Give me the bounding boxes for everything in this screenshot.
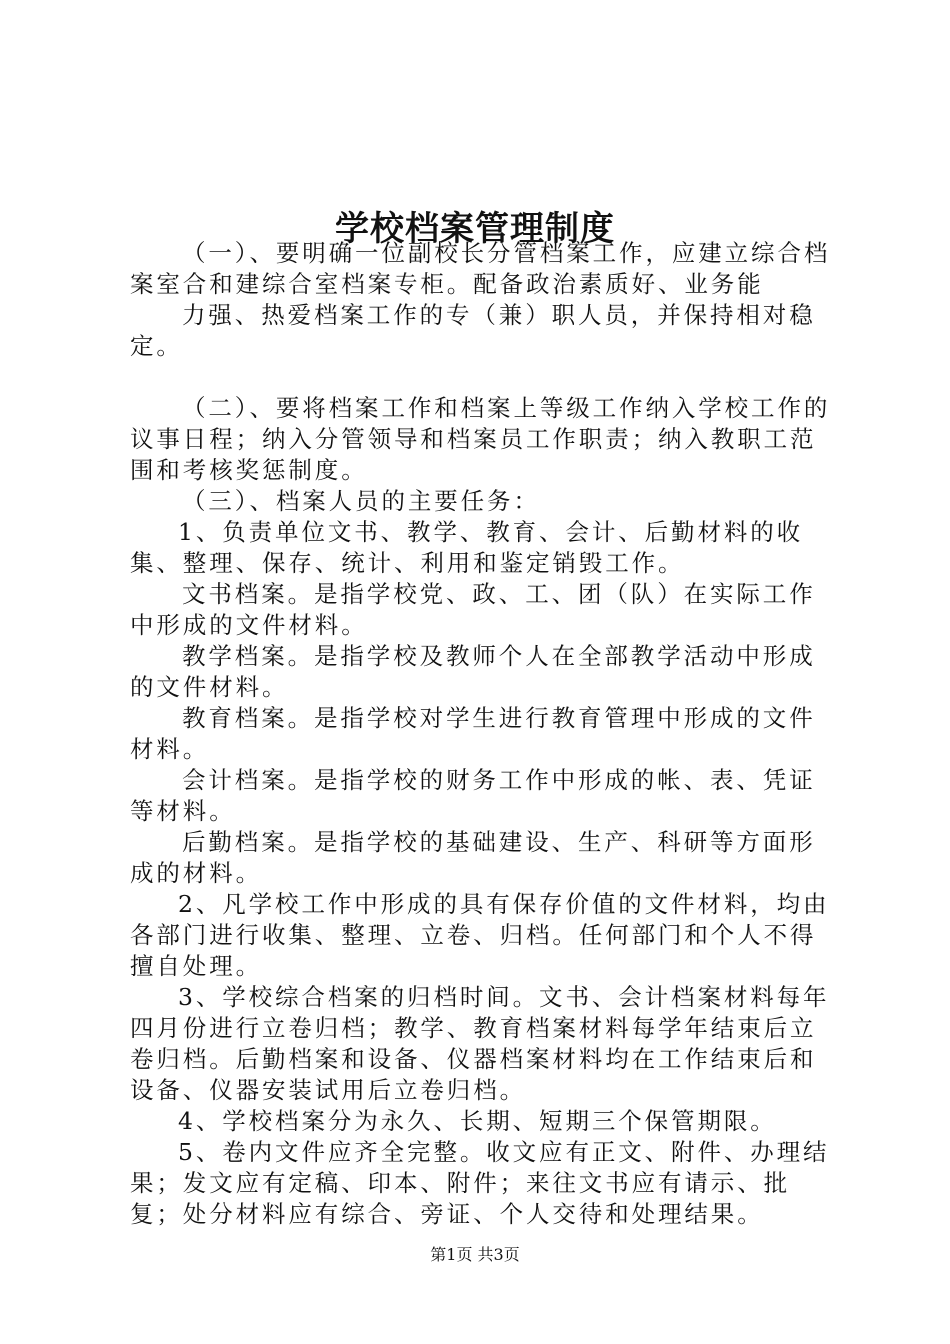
paragraph-accounting-archives: 会计档案。是指学校的财务工作中形成的帐、表、凭证等材料。 [130,766,816,825]
paragraph-item-1: 1、负责单位文书、教学、教育、会计、后勤材料的收集、整理、保存、统计、利用和鉴定销毁工作。 [130,518,804,577]
paragraph-item-2: 2、凡学校工作中形成的具有保存价值的文件材料，均由各部门进行收集、整理、立卷、归档。任何部门和个人不得擅自处理。 [130,890,830,980]
paragraph-section-1: （一）、要明确一位副校长分管档案工作，应建立综合档案室合和建综合室档案专柜。配备政治素质好、业务能 [130,239,831,298]
paragraph-item-3: 3、学校综合档案的归档时间。文书、会计档案材料每年四月份进行立卷归档；教学、教育档案材料每学年结束后立卷归档。后勤档案和设备、仪器档案材料均在工作结束后和设备、仪器安装试用后立卷归档。 [130,983,830,1104]
document-body [130,238,835,1230]
paragraph-section-2: （二）、要将档案工作和档案上等级工作纳入学校工作的议事日程；纳入分管领导和档案员工作职责；纳入教职工范围和考核奖惩制度。 [130,394,831,484]
paragraph-teaching-archives: 教学档案。是指学校及教师个人在全部教学活动中形成的文件材料。 [130,642,816,701]
page-title: 学校档案管理制度 [335,208,615,249]
paragraph-item-5: 5、卷内文件应齐全完整。收文应有正文、附件、办理结果；发文应有定稿、印本、附件；来往文书应有请示、批复；处分材料应有综合、旁证、个人交待和处理结果。 [130,1138,830,1228]
paragraph-section-1-continued: 力强、热爱档案工作的专（兼）职人员，并保持相对稳定。 [130,301,816,360]
paragraph-item-4: 4、学校档案分为永久、长期、短期三个保管期限。 [178,1107,777,1135]
paragraph-document-archives: 文书档案。是指学校党、政、工、团（队）在实际工作中形成的文件材料。 [130,580,816,639]
paragraph-section-3-heading: （三）、档案人员的主要任务： [182,487,540,515]
paragraph-logistics-archives: 后勤档案。是指学校的基础建设、生产、科研等方面形成的材料。 [130,828,816,887]
page-number-footer: 第1页 共3页 [430,1245,520,1264]
paragraph-education-archives: 教育档案。是指学校对学生进行教育管理中形成的文件材料。 [130,704,816,763]
